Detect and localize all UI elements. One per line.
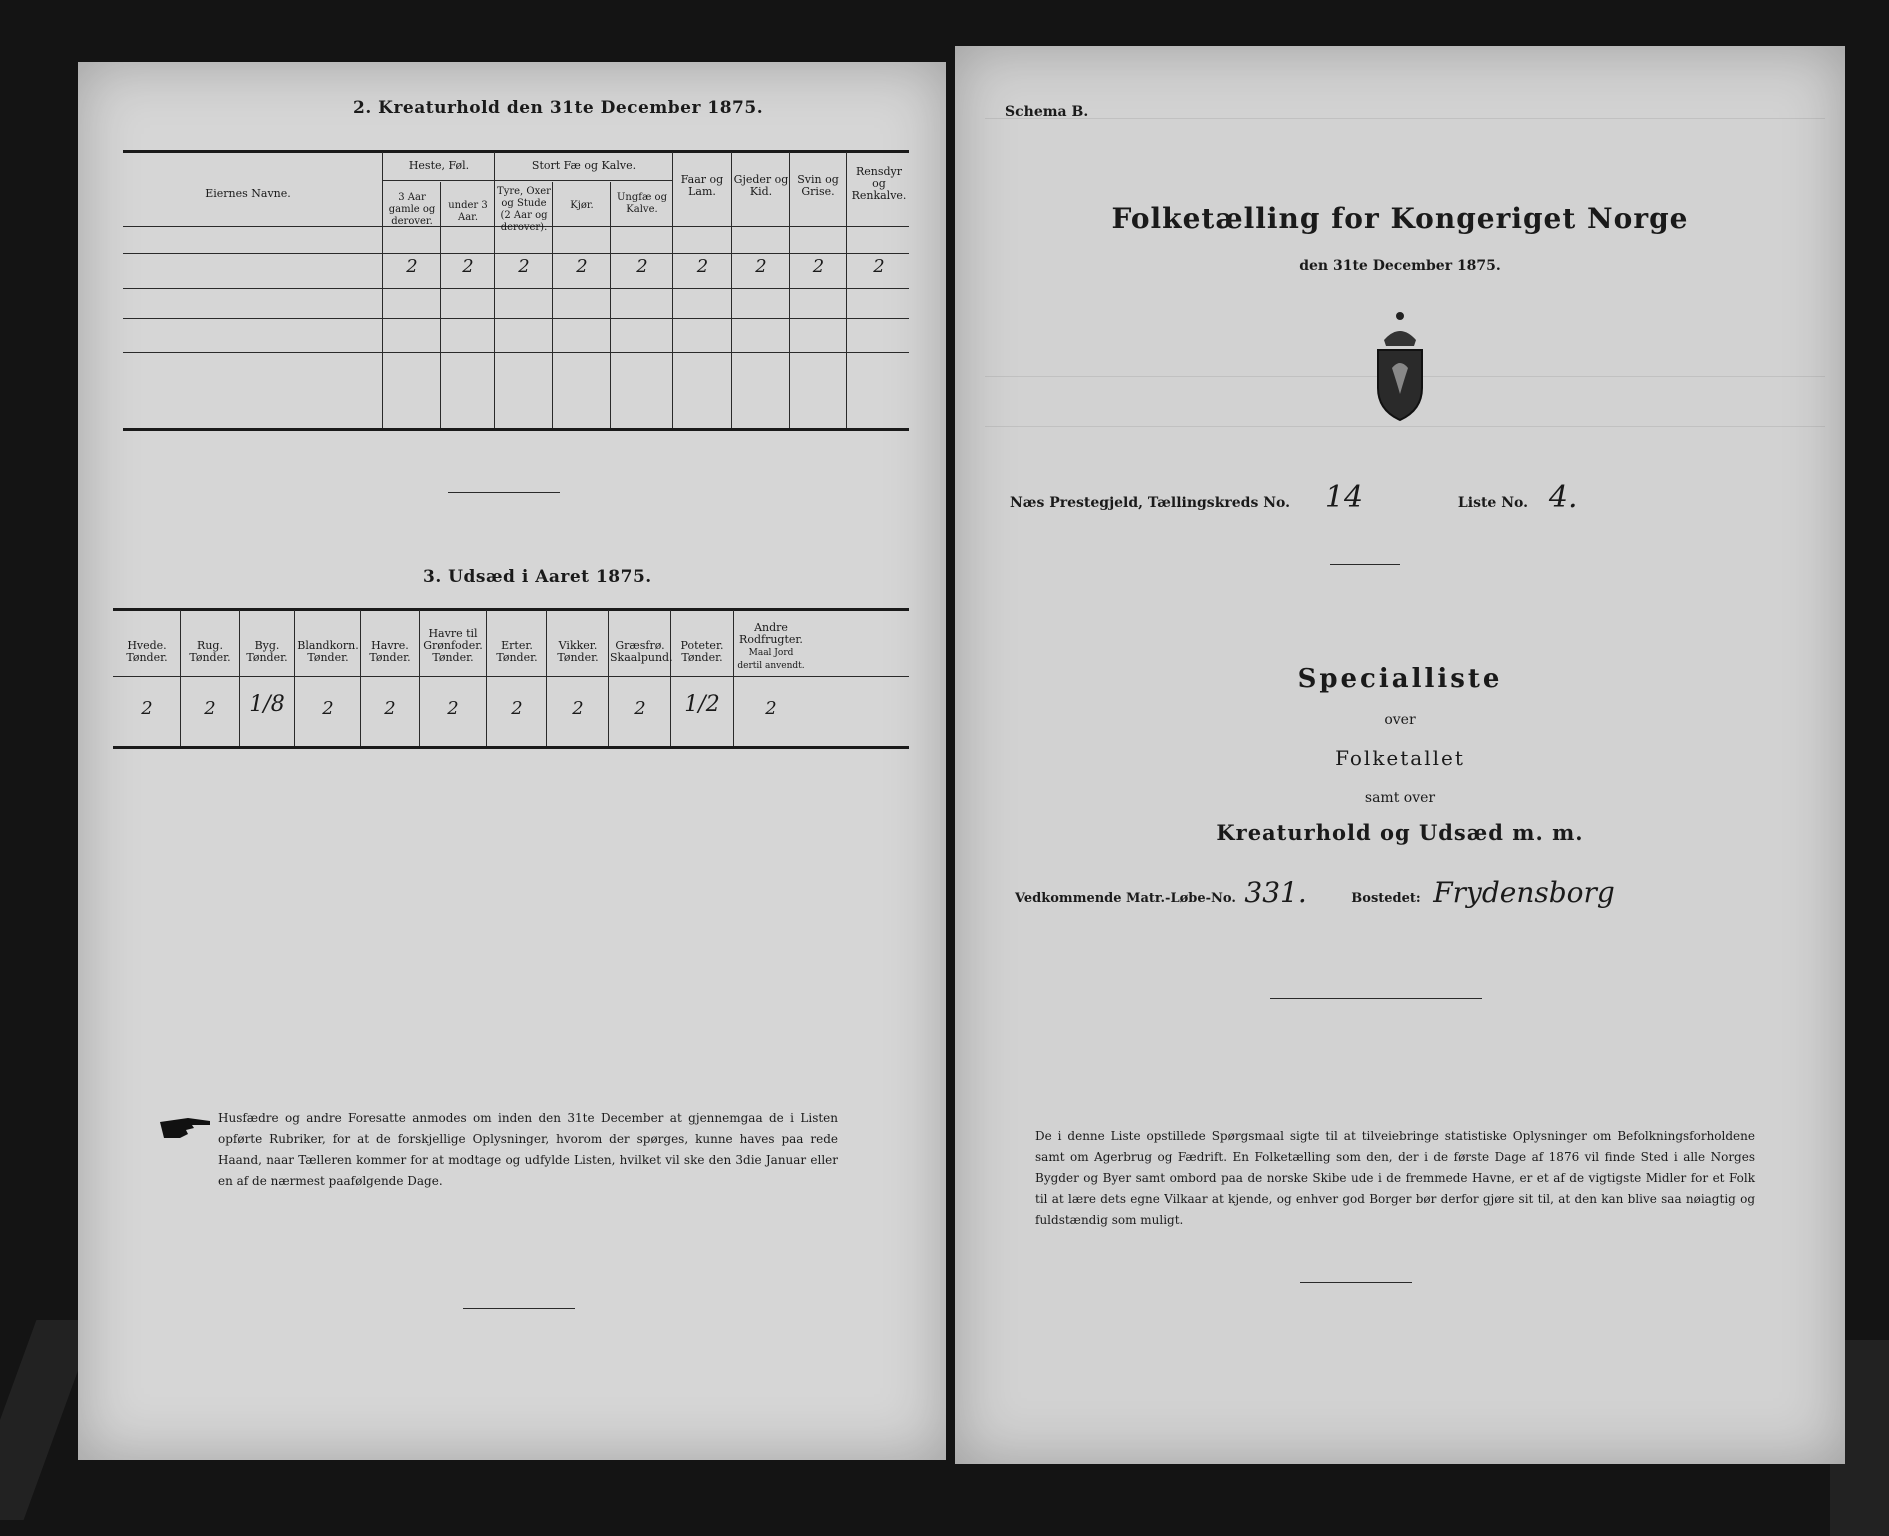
s3-header-havre-gronfoder xyxy=(421,628,485,664)
s3-col-rule xyxy=(670,610,671,746)
s2-top-rule xyxy=(123,150,909,153)
separator-rule xyxy=(1330,564,1400,565)
s2-header-stort-a: Tyre, Oxer og Stude (2 Aar og derover). xyxy=(497,186,551,233)
s3-header-unit: Tønder. xyxy=(246,651,288,664)
s2-value: 2 xyxy=(755,256,767,277)
s3-header-andre xyxy=(735,622,807,672)
s3-header-unit: Skaalpund. xyxy=(610,651,673,664)
s3-col-rule xyxy=(239,610,240,746)
s2-row-rule xyxy=(123,288,909,289)
date-line: den 31te December 1875. xyxy=(1299,258,1501,274)
bosted-value: Frydensborg xyxy=(1433,876,1615,909)
s2-header-heste-a: 3 Aar gamle og derover. xyxy=(388,192,436,227)
s3-value: 2 xyxy=(572,698,584,719)
coat-of-arms-icon xyxy=(1370,310,1430,422)
s2-value: 2 xyxy=(576,256,588,277)
s3-header-rule xyxy=(113,676,909,677)
s2-value: 2 xyxy=(873,256,885,277)
s3-header-hvede xyxy=(115,640,179,664)
liste-number: 4. xyxy=(1548,480,1578,515)
folketallet-heading: Folketallet xyxy=(1335,746,1465,770)
s3-header-name: Græsfrø. xyxy=(615,639,665,652)
s3-header-name: Vikker. xyxy=(558,639,598,652)
s3-header-unit: Tønder. xyxy=(681,651,723,664)
matr-number: 331. xyxy=(1244,876,1307,909)
intro-paragraph: De i denne Liste opstillede Spørgsmaal sigte til at tilveiebringe statistiske Oplysninger om Befolkningsforholdene samt om Agerbrug og Fædrift. En Folketælling som den, der i de første Dage af 1876 vil finde Sted i alle Norges Bygder og Byer samt ombord paa de norske Skibe ude i de fremmede Havne, er et af de vigtigste Midler for et Folk til at lære dets egne Vilkaar at kjende, og enhver god Borger bør derfor gjøre sit til, at den kan blive saa nøiagtig og fuldstændig som muligt. xyxy=(1035,1129,1755,1227)
s3-value: 1/8 xyxy=(249,692,285,717)
s3-value: 2 xyxy=(204,698,216,719)
s2-bottom-rule xyxy=(123,428,909,431)
s3-header-name: Havre. xyxy=(371,639,409,652)
s3-value: 2 xyxy=(141,698,153,719)
left-page xyxy=(78,62,946,1460)
s3-col-rule xyxy=(733,610,734,746)
s2-row-rule xyxy=(123,253,909,254)
s2-header-gjeder: Gjeder og Kid. xyxy=(733,173,789,198)
s3-header-name: Havre til Grønfoder. xyxy=(423,627,483,652)
s3-header-unit: Tønder. xyxy=(496,651,538,664)
s2-value: 2 xyxy=(462,256,474,277)
s3-header-unit: Tønder. xyxy=(307,651,349,664)
section3-title: 3. Udsæd i Aaret 1875. xyxy=(423,567,652,587)
s2-col-rule xyxy=(789,152,790,428)
s2-value: 2 xyxy=(636,256,648,277)
s2-col-rule xyxy=(382,152,383,428)
right-page xyxy=(955,46,1845,1464)
s3-header-graesfro xyxy=(610,639,673,664)
s3-col-rule xyxy=(360,610,361,746)
s3-col-rule xyxy=(419,610,420,746)
s3-value: 2 xyxy=(765,698,777,719)
section2-title: 2. Kreaturhold den 31te December 1875. xyxy=(353,98,764,118)
s3-value: 1/2 xyxy=(684,692,720,717)
s3-header-vikker xyxy=(548,640,608,664)
s2-col-rule xyxy=(494,152,495,428)
prestegjeld-line xyxy=(1010,480,1820,515)
s2-col-rule xyxy=(672,152,673,428)
s3-header-unit: Tønder. xyxy=(432,651,474,664)
bosted-label: Bostedet: xyxy=(1351,891,1421,906)
s2-value: 2 xyxy=(518,256,530,277)
s3-header-unit: Tønder. xyxy=(557,651,599,664)
separator-rule xyxy=(1270,998,1482,999)
samt-over-text: samt over xyxy=(1364,790,1436,806)
prestegjeld-prefix: Næs xyxy=(1010,495,1045,511)
s2-row-rule xyxy=(123,352,909,353)
s3-header-blandkorn xyxy=(296,640,360,664)
s3-header-name: Erter. xyxy=(501,639,533,652)
separator-rule xyxy=(448,492,560,493)
s3-top-rule xyxy=(113,608,909,611)
kreds-number: 14 xyxy=(1324,480,1364,515)
s3-header-name: Rug. xyxy=(197,639,223,652)
s2-header-stort-c: Ungfæ og Kalve. xyxy=(617,192,667,215)
s2-header-heste: Heste, Føl. xyxy=(408,159,470,172)
s2-value: 2 xyxy=(406,256,418,277)
s3-header-rug xyxy=(182,640,238,664)
ghost-rule xyxy=(985,118,1825,119)
s2-header-stort: Stort Fæ og Kalve. xyxy=(531,159,637,172)
matr-line xyxy=(1015,876,1815,909)
s2-header-rens: Rensdyr og Renkalve. xyxy=(851,165,907,202)
s3-col-rule xyxy=(180,610,181,746)
notice-text: Husfædre og andre Foresatte anmodes om inden den 31te December at gjennemgaa de i Listen opførte Rubriker, for at de forskjellige Oplysninger, hvorom der spørges, kunne haves paa rede Haand, naar Tælleren kommer for at modtage og udfylde Listen, hvilket vil ske den 3die Januar eller en af de nærmest paafølgende Dage. xyxy=(218,1111,838,1188)
s2-col-rule xyxy=(731,152,732,428)
kreaturhold-heading: Kreaturhold og Udsæd m. m. xyxy=(1216,820,1584,845)
s3-header-unit: Tønder. xyxy=(189,651,231,664)
s3-value: 2 xyxy=(447,698,459,719)
s2-subgroup-rule xyxy=(382,180,672,181)
s3-value: 2 xyxy=(634,698,646,719)
ghost-rule xyxy=(985,426,1825,427)
s2-col-rule xyxy=(440,182,441,428)
s2-col-rule xyxy=(846,152,847,428)
separator-rule xyxy=(463,1308,575,1309)
s2-header-heste-b: under 3 Aar. xyxy=(448,200,488,223)
s3-header-name: Blandkorn. xyxy=(297,639,359,652)
s3-col-rule xyxy=(294,610,295,746)
s3-header-unit: Tønder. xyxy=(126,651,168,664)
s3-header-name: Poteter. xyxy=(680,639,724,652)
s3-header-name: Byg. xyxy=(254,639,280,652)
s2-row-rule xyxy=(123,318,909,319)
s3-header-name: Andre Rodfrugter. xyxy=(739,621,803,646)
s2-header-faar: Faar og Lam. xyxy=(680,173,724,198)
s2-col-rule xyxy=(552,182,553,428)
over-text: over xyxy=(1384,712,1416,728)
pointing-hand-icon xyxy=(158,1112,214,1142)
s2-col-rule xyxy=(610,182,611,428)
s2-header-eier: Eiernes Navne. xyxy=(205,187,291,200)
s3-header-byg xyxy=(241,640,293,664)
s3-header-unit: Maal Jord dertil anvendt. xyxy=(737,648,805,671)
separator-rule xyxy=(1300,1282,1412,1283)
prestegjeld-label: Prestegjeld, Tællingskreds No. xyxy=(1049,495,1290,511)
specialliste-heading: Specialliste xyxy=(1297,664,1503,694)
schema-label: Schema B. xyxy=(1005,104,1089,120)
s3-header-poteter xyxy=(672,640,732,664)
s3-header-havre xyxy=(362,640,418,664)
matr-label: Vedkommende Matr.-Løbe-No. xyxy=(1015,891,1236,906)
s3-value: 2 xyxy=(384,698,396,719)
s3-bottom-rule xyxy=(113,746,909,749)
s3-header-name: Hvede. xyxy=(127,639,167,652)
main-title: Folketælling for Kongeriget Norge xyxy=(1111,202,1689,235)
s3-header-erter xyxy=(488,640,546,664)
s3-col-rule xyxy=(608,610,609,746)
s3-col-rule xyxy=(486,610,487,746)
s3-value: 2 xyxy=(322,698,334,719)
s2-header-svin: Svin og Grise. xyxy=(797,173,839,198)
s3-value: 2 xyxy=(511,698,523,719)
liste-label: Liste No. xyxy=(1457,495,1528,511)
s2-value: 2 xyxy=(696,256,709,277)
s2-header-stort-b: Kjør. xyxy=(570,200,594,211)
s3-col-rule xyxy=(546,610,547,746)
s3-header-unit: Tønder. xyxy=(369,651,411,664)
s2-value: 2 xyxy=(812,256,825,277)
